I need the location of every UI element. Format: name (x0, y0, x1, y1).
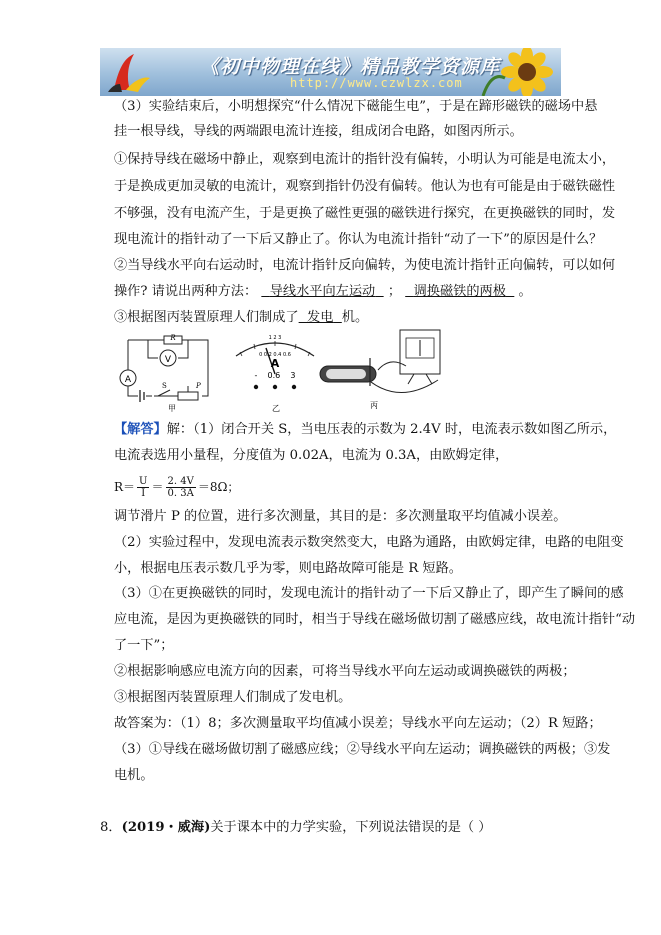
solution-line-9: 了一下”； (114, 638, 174, 653)
figure-label-yi: 乙 (272, 404, 280, 413)
q3-line-6: 现电流计的指针动了一下后又静止了。你认为电流计指针“动了一下”的原因是什么？ (114, 232, 603, 247)
header-banner (100, 48, 561, 96)
figure-jia-circuit (118, 334, 218, 414)
q3-line-3: ①保持导线在磁场中静止，观察到电流计的指针没有偏转，小明认为可能是电流太小， (114, 152, 616, 167)
logo-icon (104, 50, 152, 94)
solution-line-6: 小，根据电压表示数几乎为零，则电路故障可能是 R 短路。 (114, 561, 462, 576)
switch-label: S (162, 382, 167, 390)
q3-line-7: ②当导线水平向右运动时，电流计指针反向偏转，为使电流计指针正向偏转，可以如何 (114, 258, 616, 273)
answer-blank-3: 发电 (307, 310, 334, 325)
figure-yi-ammeter (232, 334, 318, 414)
ammeter-label: A (124, 375, 132, 385)
scale-bottom: 0 0.2 0.4 0.6 (259, 352, 291, 358)
solution-line-1: 【解答】解：（1）闭合开关 S，当电压表的示数为 2.4V 时，电流表示数如图乙所示， (114, 422, 617, 437)
slider-label: P (196, 382, 201, 390)
header-url[interactable]: http://www.czwlzx.com (290, 76, 463, 90)
q3-line-2: 挂一根导线，导线的两端跟电流计连接，组成闭合电路，如图丙所示。 (114, 124, 523, 139)
answer-blank-1: 导线水平向左运动 (269, 284, 376, 299)
solution-line-11: ③根据图丙装置原理人们制成了发电机。 (114, 690, 352, 705)
solution-tag: 【解答】 (114, 422, 167, 437)
solution-line-8: 应电流，是因为更换磁铁的同时，相当于导线在磁场做切割了磁感应线，故电流计指针“动 (114, 612, 636, 627)
solution-line-10: ②根据影响感应电流方向的因素，可将当导线水平向左运动或调换磁铁的两极； (114, 664, 576, 679)
solution-line-5: （2）实验过程中，发现电流表示数突然变大，电路为通路，由欧姆定律，电路的电阻变 (114, 535, 624, 550)
figure-label-bing: 丙 (370, 401, 378, 410)
solution-line-2: 电流表选用小量程，分度值为 0.02A，电流为 0.3A，由欧姆定律， (114, 448, 509, 463)
question-number: 8． (100, 820, 122, 835)
answer-blank-2: 调换磁铁的两极 (413, 284, 506, 299)
switch-icon (146, 390, 170, 396)
fraction-values: 2. 4V 0. 3A (167, 475, 194, 499)
ammeter-letter: A (270, 357, 280, 370)
figure-bing-apparatus (318, 326, 448, 414)
q3-line-8: 操作? 请说出两种方法： 导线水平向左运动 ； 调换磁铁的两极 。 (114, 284, 532, 299)
q3-line-9: ③根据图丙装置原理人们制成了 发电 机。 (114, 310, 369, 325)
resistor-label: R (170, 334, 176, 342)
answer-line-1: 故答案为：（1）8；多次测量取平均值减小误差；导线水平向左运动；（2）R 短路； (114, 716, 602, 731)
solution-line-4: 调节滑片 P 的位置，进行多次测量，其目的是：多次测量取平均值减小误差。 (114, 509, 567, 524)
rheostat-icon (178, 392, 198, 400)
ammeter-terminals: - 0.6 3 (254, 371, 296, 380)
battery-icon (140, 390, 144, 402)
question-8 (100, 819, 491, 837)
voltmeter-label: V (164, 355, 172, 365)
scale-top: 1 2 3 (268, 335, 282, 341)
answer-line-2: （3）①导线在磁场做切割了磁感应线；②导线水平向左运动；调换磁铁的两极；③发 (114, 742, 611, 757)
q3-line-1: （3）实验结束后，小明想探究“什么情况下磁能生电”，于是在蹄形磁铁的磁场中悬 (114, 99, 598, 114)
sunflower-icon (475, 48, 555, 96)
q3-line-4: 于是换成更加灵敏的电流计，观察到指针仍没有偏转。他认为也有可能是由于磁铁磁性 (114, 179, 616, 194)
q3-line-5: 不够强，没有电流产生，于是更换了磁性更强的磁铁进行探究，在更换磁铁的同时，发 (114, 206, 616, 221)
answer-line-3: 电机。 (114, 768, 154, 783)
ohm-formula: R＝ U I ＝ 2. 4V 0. 3A ＝8Ω； (114, 475, 240, 499)
q3-line-8-prefix: 操作? 请说出两种方法： (114, 284, 258, 299)
header-title: 《初中物理在线》精品教学资源库 (200, 56, 501, 78)
figure-label-jia: 甲 (168, 404, 176, 413)
question-source: (2019・威海) (121, 820, 211, 835)
fraction-UI: U I (139, 475, 148, 499)
solution-line-7: （3）①在更换磁铁的同时，发现电流计的指针动了一下后又静止了，即产生了瞬间的感 (114, 586, 624, 601)
question-text: 关于课本中的力学实验，下列说法错误的是（ ） (210, 820, 492, 835)
